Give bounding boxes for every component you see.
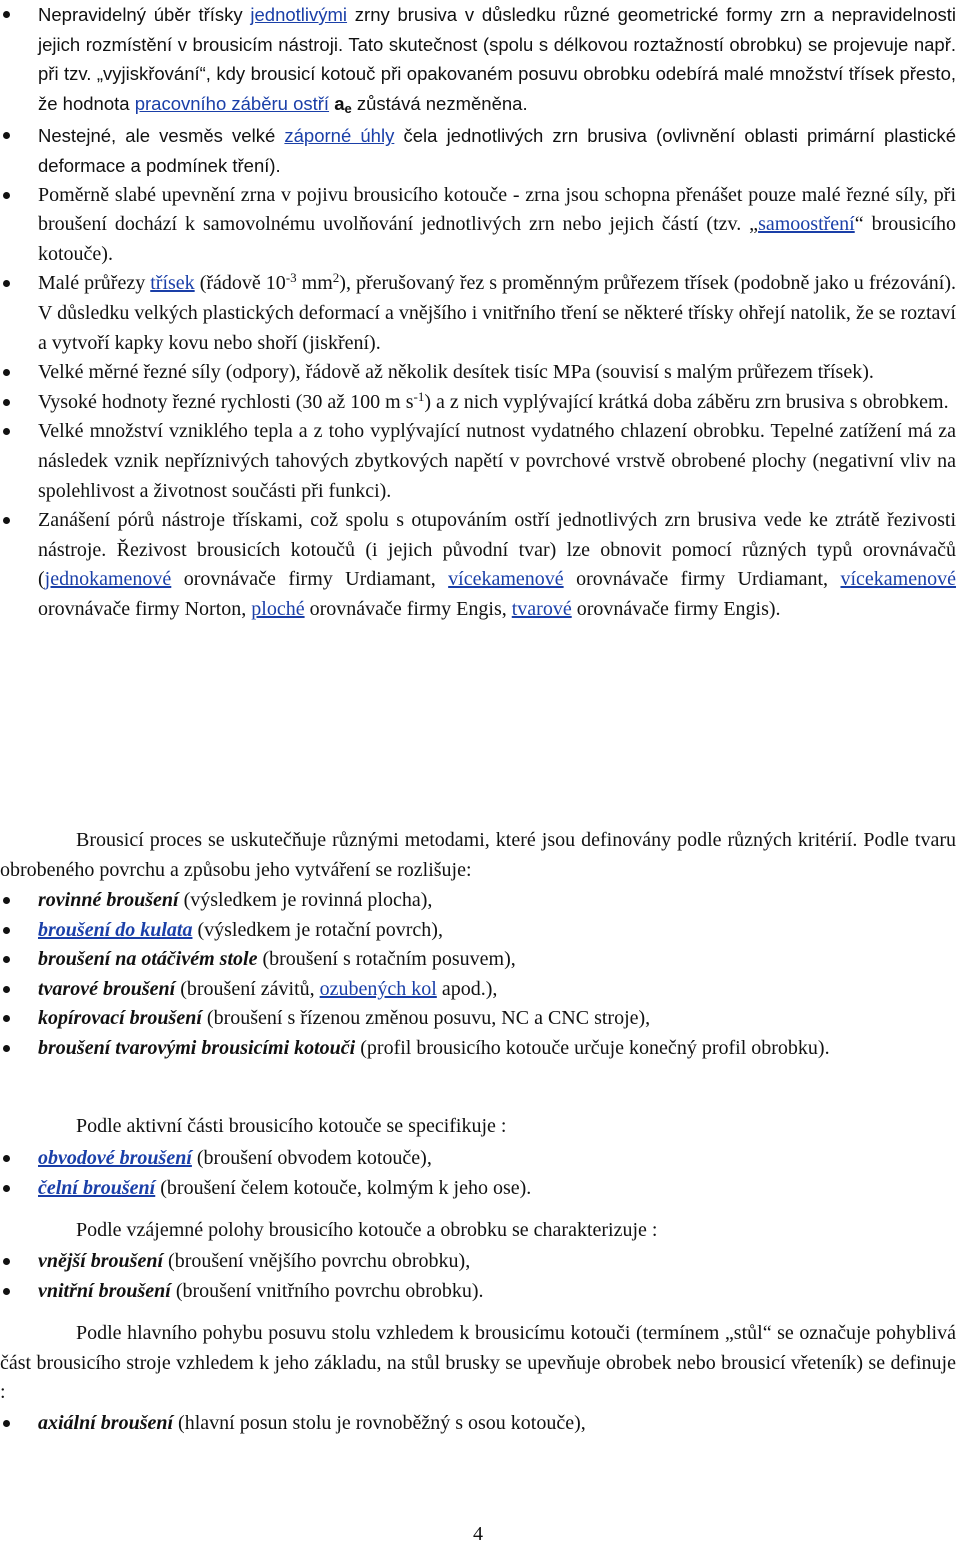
text: Malé průřezy bbox=[38, 272, 151, 295]
list-item bbox=[0, 388, 956, 418]
text: (hlavní posun stolu je rovnoběžný s osou kotouče), bbox=[173, 1412, 586, 1434]
text: čela jednotlivých zrn brusiva (ovlivnění oblasti primární plastické deformace a podmínek tření). bbox=[38, 125, 956, 176]
text: Zanášení pórů nástroje třískami, což spolu s otupováním ostří jednotlivých zrn brusiva vede ke ztrátě řezivosti nástroje. Řezivost brousicích kotoučů (i jejich původní tvar) lze obnovit pomocí různých typů orovnávačů ( bbox=[38, 509, 956, 591]
link-zaporne-uhly[interactable]: záporné úhly bbox=[284, 125, 395, 147]
list-item bbox=[0, 1144, 956, 1174]
list-item bbox=[0, 358, 956, 388]
paragraph-methods: Brousicí proces se uskutečňuje různými metodami, které jsou definovány podle různých kritérií. Podle tvaru obrobeného povrchu a způsobu jeho vytváření se rozlišuje: bbox=[0, 829, 956, 881]
text: (profil brousicího kotouče určuje konečný profil obrobku). bbox=[355, 1036, 830, 1059]
link-ploche[interactable]: ploché bbox=[251, 597, 305, 620]
text: (broušení závitů, bbox=[175, 977, 320, 1000]
list-item bbox=[0, 1174, 956, 1204]
text: (výsledkem je rotační povrch), bbox=[192, 918, 443, 941]
text: (řádově 10 bbox=[194, 272, 286, 295]
list-item bbox=[0, 269, 956, 358]
text: ) a z nich vyplývající krátká doba záběru zrn brusiva s obrobkem. bbox=[424, 390, 949, 413]
list-item bbox=[0, 916, 956, 946]
list-item bbox=[0, 1004, 956, 1034]
link-obvodove-brouseni[interactable]: obvodové broušení bbox=[38, 1147, 192, 1169]
superscript: -1 bbox=[413, 388, 425, 404]
link-vicekamenove-norton[interactable]: vícekamenové bbox=[840, 568, 956, 591]
list-item bbox=[0, 975, 956, 1005]
text: (broušení s rotačním posuvem), bbox=[257, 948, 516, 971]
list-item bbox=[0, 0, 956, 118]
list-item bbox=[0, 506, 956, 624]
link-samoostreni[interactable]: samoostření bbox=[758, 213, 855, 236]
superscript: -3 bbox=[285, 270, 297, 286]
text: (broušení s řízenou změnou posuvu, NC a CNC stroje), bbox=[201, 1007, 651, 1030]
list-item bbox=[0, 417, 956, 506]
text: (broušení vnějšího povrchu obrobku), bbox=[163, 1250, 471, 1272]
link-jednokamenove[interactable]: jednokamenové bbox=[44, 568, 172, 591]
term: broušení tvarovými brousicími kotouči bbox=[38, 1036, 356, 1059]
term: kopírovací broušení bbox=[38, 1007, 202, 1030]
link-tvarove[interactable]: tvarové bbox=[511, 597, 572, 620]
text: (broušení čelem kotouče, kolmým k jeho ose). bbox=[155, 1176, 532, 1199]
text: apod.), bbox=[436, 977, 498, 1000]
term: tvarové broušení bbox=[38, 977, 176, 1000]
text: orovnávače firmy Engis, bbox=[304, 597, 512, 620]
term: vnitřní broušení bbox=[38, 1279, 171, 1302]
text: mm bbox=[296, 272, 333, 295]
text: Nestejné, ale vesměs velké bbox=[38, 125, 285, 147]
text: (výsledkem je rovinná plocha), bbox=[178, 889, 433, 911]
link-vicekamenove-urdiamant[interactable]: vícekamenové bbox=[448, 568, 564, 591]
link-trisek[interactable]: třísek bbox=[150, 272, 195, 295]
term: broušení na otáčivém stole bbox=[38, 948, 258, 971]
term: axiální broušení bbox=[38, 1412, 174, 1434]
text: zůstává nezměněna. bbox=[351, 92, 528, 114]
text: ), přerušovaný řez s proměnným průřezem třísek (podobně jako u frézování). V důsledku velkých plastických deformací a vnějšího i vnitřního tření se některé třísky ohřejí natolik, že se roztaví a vytvoří kapky kovu nebo shoří (jiskření). bbox=[38, 272, 957, 354]
list-table-motion bbox=[0, 1409, 956, 1439]
list-surface-shape bbox=[0, 886, 956, 1064]
symbol-a: a bbox=[334, 92, 345, 114]
text: (broušení vnitřního povrchu obrobku). bbox=[170, 1279, 484, 1302]
list-active-part bbox=[0, 1144, 956, 1203]
symbol-subscript-e: e bbox=[344, 100, 352, 116]
text: Vysoké hodnoty řezné rychlosti (30 až 100 m s bbox=[38, 390, 414, 413]
text: Velké měrné řezné síly (odpory), řádově až několik desítek tisíc MPa (souvisí s malým průřezem třísek). bbox=[38, 361, 874, 384]
link-pracovniho-zaberu-ostri[interactable]: pracovního záběru ostří bbox=[134, 92, 330, 114]
link-celni-brouseni[interactable]: čelní broušení bbox=[38, 1176, 156, 1199]
term: rovinné broušení bbox=[38, 889, 179, 911]
paragraph-active-part: Podle aktivní části brousicího kotouče se specifikuje : bbox=[76, 1115, 507, 1137]
grinding-characteristics-list bbox=[0, 0, 956, 624]
superscript: 2 bbox=[332, 270, 340, 286]
list-item bbox=[0, 181, 956, 270]
link-jednotlivymi[interactable]: jednotlivými bbox=[250, 4, 348, 25]
list-item bbox=[0, 121, 956, 180]
text: (broušení obvodem kotouče), bbox=[191, 1147, 432, 1169]
text: Poměrně slabé upevnění zrna v pojivu brousicího kotouče - zrna jsou schopna přenášet pouze malé řezné síly, při broušení dochází k samovolnému uvolňování jednotlivých zrn nebo jejich částí (tzv. „ bbox=[38, 183, 956, 236]
term: vnější broušení bbox=[38, 1250, 164, 1272]
page-number: 4 bbox=[473, 1523, 483, 1545]
text: “ brousicího kotouče). bbox=[38, 213, 956, 265]
list-relative-position bbox=[0, 1247, 956, 1306]
link-brouseni-do-kulata[interactable]: broušení do kulata bbox=[38, 918, 193, 941]
paragraph-table-motion: Podle hlavního pohybu posuvu stolu vzhledem k brousicímu kotouči (termínem „stůl“ se označuje pohyblivá část brousicího stroje vzhledem k jeho základu, na stůl brusky se upevňuje obrobek nebo brousicí vřeteník) se definuje : bbox=[0, 1322, 956, 1404]
list-item bbox=[0, 886, 956, 916]
text: orovnávače firmy Engis). bbox=[571, 597, 781, 620]
list-item bbox=[0, 1247, 956, 1277]
text: orovnávače firmy Urdiamant, bbox=[563, 568, 841, 591]
list-item bbox=[0, 1034, 956, 1064]
list-item bbox=[0, 1277, 956, 1307]
list-item bbox=[0, 945, 956, 975]
text: Velké množství vzniklého tepla a z toho vyplývající nutnost vydatného chlazení obrobku. Tepelné zatížení má za následek vznik nepříznivých tahových zbytkových napětí v povrchové vrstvě obrobené plochy (negativní vliv na spolehlivost a životnost součásti při funkci). bbox=[38, 420, 956, 502]
text: orovnávače firmy Urdiamant, bbox=[171, 568, 449, 591]
link-ozubenych-kol[interactable]: ozubených kol bbox=[319, 977, 437, 1000]
list-item bbox=[0, 1409, 956, 1439]
text: zrny brusiva v důsledku různé geometrické formy zrn a nepravidelnosti jejich rozmístění v brousicím nástroji. Tato skutečnost (spolu s délkovou roztažností obrobku) se projevuje např. při tzv. „vyjiskřování“, kdy brousicí kotouč při opakovaném posuvu obrobku odebírá malé množství třísek přesto, že hodnota bbox=[38, 4, 956, 114]
text: orovnávače firmy Norton, bbox=[38, 597, 252, 620]
text: Nepravidelný úběr třísky bbox=[38, 4, 251, 25]
paragraph-relative-position: Podle vzájemné polohy brousicího kotouče a obrobku se charakterizuje : bbox=[76, 1219, 658, 1241]
